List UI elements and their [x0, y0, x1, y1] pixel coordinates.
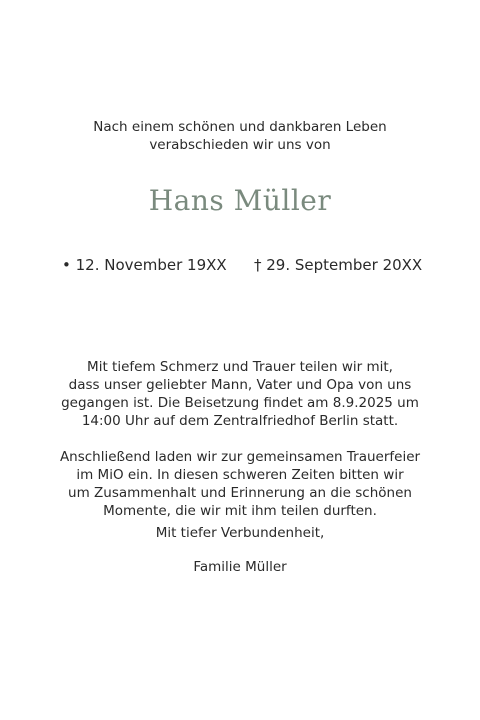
paragraph-2-line: um Zusammenhalt und Erinnerung an die schönen — [68, 485, 412, 501]
paragraph-2-line: Anschließend laden wir zur gemeinsamen Trauerfeier — [59, 449, 421, 465]
announcement-body — [0, 358, 480, 520]
paragraph-1-line: Mit tiefem Schmerz und Trauer teilen wir mit, — [87, 359, 393, 375]
closing-line: Mit tiefer Verbundenheit, — [155, 525, 325, 541]
death-date: † 29. September 20XX — [254, 256, 423, 274]
intro-line-2: verabschieden wir uns von — [149, 137, 331, 153]
paragraph-1-line: dass unser geliebter Mann, Vater und Opa von uns — [68, 377, 412, 393]
paragraph-2-line: Momente, die wir mit ihm teilen durften. — [103, 503, 377, 519]
paragraph-1-line: gegangen ist. Die Beisetzung findet am 8.9.2025 um — [61, 395, 419, 411]
signature: Familie Müller — [193, 559, 287, 575]
deceased-name: Hans Müller — [148, 184, 332, 217]
paragraph-1-line: 14:00 Uhr auf dem Zentralfriedhof Berlin statt. — [81, 413, 399, 429]
intro-text — [0, 118, 480, 154]
birth-date: • 12. November 19XX — [62, 256, 227, 274]
intro-line-1: Nach einem schönen und dankbaren Leben — [93, 119, 387, 135]
paragraph-2-line: im MiO ein. In diesen schweren Zeiten bitten wir — [76, 467, 404, 483]
